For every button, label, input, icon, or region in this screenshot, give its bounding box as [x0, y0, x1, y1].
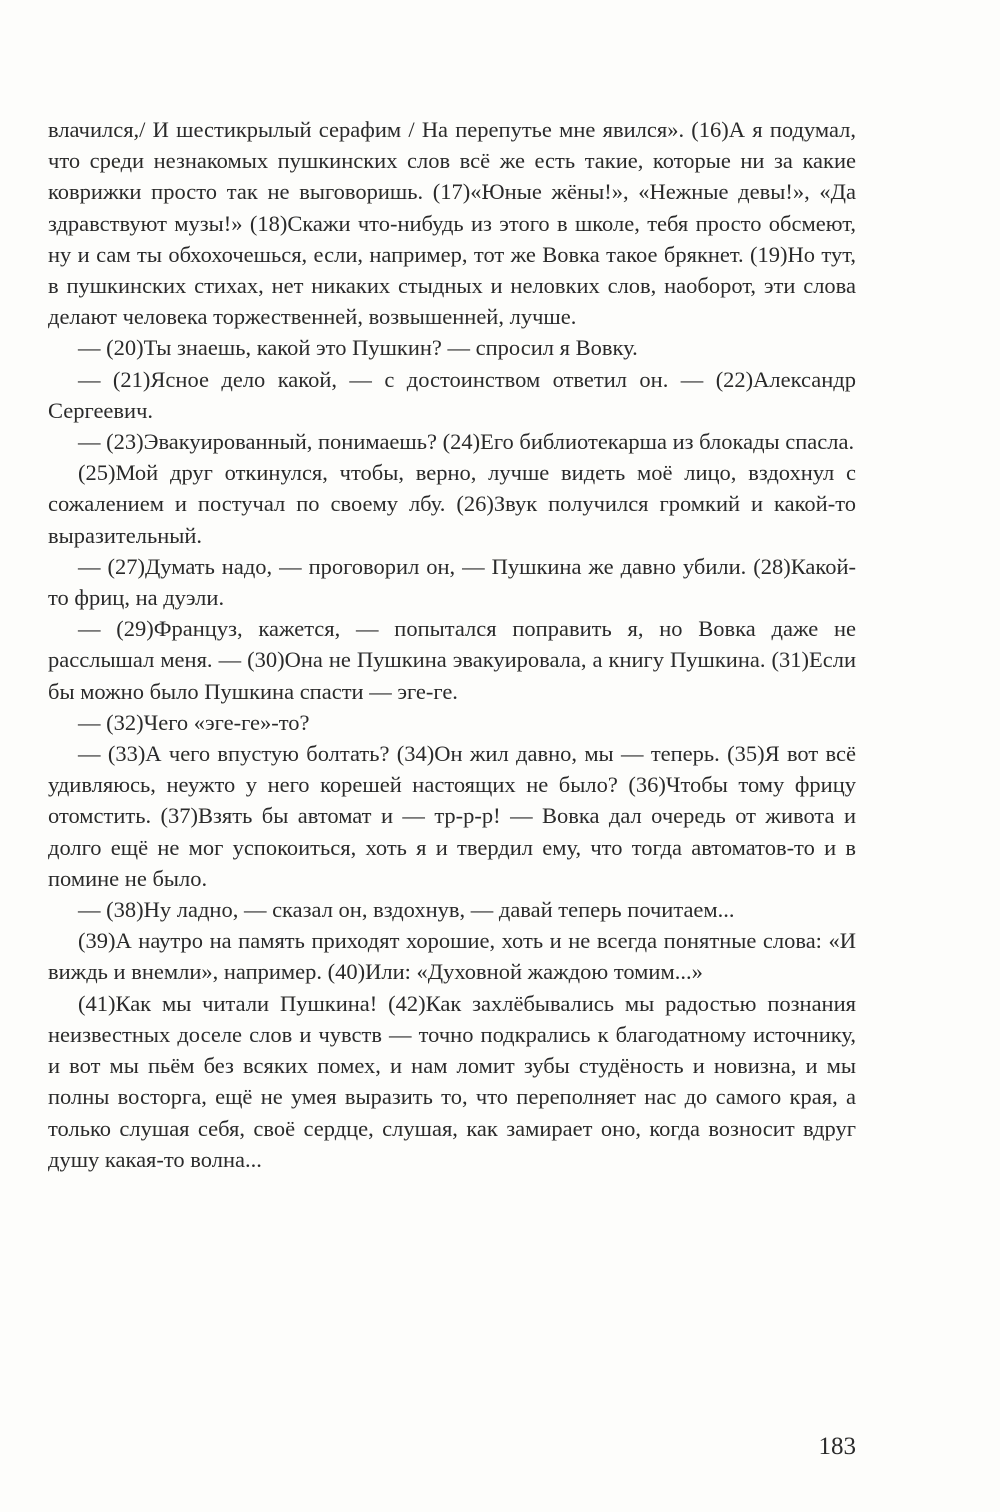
body-text — [48, 114, 856, 1175]
paragraph-1: влачился,/ И шестикрылый серафим / На перепутье мне явился». (16)А я подумал, что среди незнакомых пушкинских слов всё же есть такие, которые ни за какие коврижки просто так не выговоришь. (17)«Юные жёны!», «Нежные девы!», «Да здравствуют музы!» (18)Скажи что-нибудь из этого в школе, тебя просто обсмеют, ну и сам ты обхохочешься, если, например, тот же Вовка такое брякнет. (19)Но тут, в пушкинских стихах, нет никаких стыдных и неловких слов, наоборот, эти слова делают человека торжественней, возвышенней, лучше. — [48, 117, 856, 330]
paragraph-11: (39)А наутро на память приходят хорошие, хоть и не всегда понятные слова: «И виждь и внемли», например. (40)Или: «Духовной жаждою томим...» — [48, 928, 856, 985]
paragraph-4: — (23)Эвакуированный, понимаешь? (24)Его библиотекарша из блокады спасла. — [78, 429, 855, 455]
paragraph-9: — (33)А чего впустую болтать? (34)Он жил давно, мы — теперь. (35)Я вот всё удивляюсь, неужто у него корешей настоящих не было? (36)Чтобы тому фрицу отомстить. (37)Взять бы автомат и — тр-р-р! — Вовка дал очередь от живота и долго ещё не мог успокоиться, хоть я и твердил ему, что тогда автоматов-то и в помине не было. — [48, 741, 856, 891]
paragraph-10: — (38)Ну ладно, — сказал он, вздохнув, — давай теперь почитаем... — [78, 897, 735, 923]
paragraph-7: — (29)Француз, кажется, — попытался поправить я, но Вовка даже не расслышал меня. — (30)Она не Пушкина эвакуировала, а книгу Пушкина. (31)Если бы можно было Пушкина спасти — эге-ге. — [48, 616, 856, 704]
paragraph-2: — (20)Ты знаешь, какой это Пушкин? — спросил я Вовку. — [78, 335, 638, 361]
paragraph-8: — (32)Чего «эге-ге»-то? — [78, 709, 310, 735]
page-number: 183 — [818, 1433, 856, 1460]
paragraph-3: — (21)Ясное дело какой, — с достоинством ответил он. — (22)Александр Сергеевич. — [48, 366, 856, 423]
paragraph-6: — (27)Думать надо, — проговорил он, — Пушкина же давно убили. (28)Какой-то фриц, на дуэли. — [48, 553, 856, 611]
paragraph-12: (41)Как мы читали Пушкина! (42)Как захлёбывались мы радостью познания неизвестных доселе слов и чувств — точно подкрались к благодатному источнику, и вот мы пьём без всяких помех, и нам ломит зубы студёность и новизна, и мы полны восторга, ещё не умея выразить то, что переполняет нас до самого края, а только слушая себя, своё сердце, слушая, как замирает оно, когда возносит вдруг душу какая-то волна... — [48, 990, 856, 1172]
paragraph-5: (25)Мой друг откинулся, чтобы, верно, лучше видеть моё лицо, вздохнул с сожалением и постучал по своему лбу. (26)Звук получился громкий и какой-то выразительный. — [48, 460, 856, 548]
